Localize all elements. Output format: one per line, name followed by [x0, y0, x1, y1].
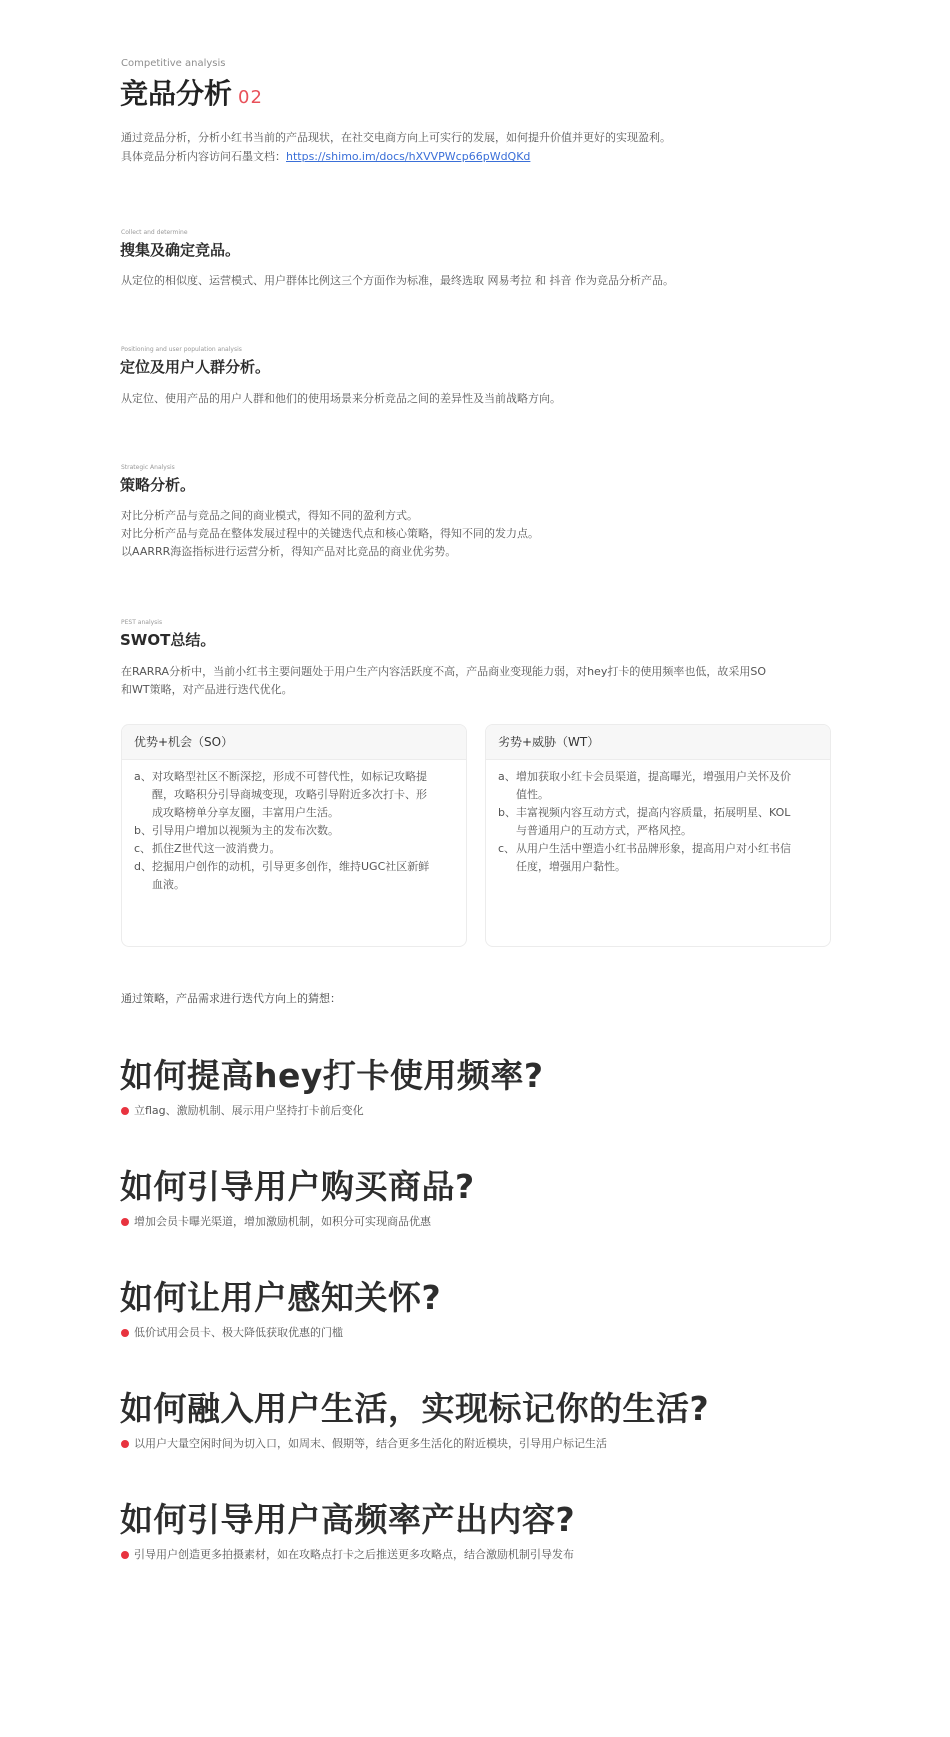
question-point-text: 立flag、激励机制、展示用户坚持打卡前后变化	[134, 1104, 364, 1117]
list-line: 丰富视频内容互动方式，提高内容质量，拓展明星、KOL	[516, 806, 791, 819]
strategy-eyebrow: Strategic Analysis	[121, 464, 175, 471]
list-line: 增加获取小红卡会员渠道，提高曝光，增强用户关怀及价	[516, 770, 791, 783]
list-item	[134, 768, 454, 822]
section-number: 02	[238, 87, 263, 108]
conclusion-lead: 通过策略，产品需求进行迭代方向上的猜想：	[121, 992, 341, 1005]
question-point	[121, 1325, 343, 1341]
bullet-dot-icon	[121, 1440, 129, 1448]
strategy-title: 策略分析。	[120, 476, 196, 494]
collect-text: 从定位的相似度、运营模式、用户群体比例这三个方面作为标准，最终选取 网易考拉 和 抖音 作为竞品分析产品。	[121, 274, 674, 287]
question-title: 如何提高hey打卡使用频率?	[120, 1056, 544, 1095]
list-line: 从用户生活中塑造小红书品牌形象，提高用户对小红书信	[516, 842, 791, 855]
question-point-text: 低价试用会员卡、极大降低获取优惠的门槛	[134, 1326, 343, 1339]
list-item	[134, 822, 454, 840]
swot-line: 在RARRA分析中，当前小红书主要问题处于用户生产内容活跃度不高，产品商业变现能力弱，对hey打卡的使用频率也低，故采用SO	[121, 665, 766, 678]
question-point-text: 以用户大量空闲时间为切入口，如周末、假期等，结合更多生活化的附近模块，引导用户标记生活	[134, 1437, 607, 1450]
list-marker: d、	[134, 860, 152, 873]
wt-card-title: 劣势+威胁（WT）	[486, 725, 830, 760]
page-title-text: 竞品分析	[120, 77, 233, 110]
collect-eyebrow: Collect and determine	[121, 229, 188, 236]
list-item	[498, 768, 818, 804]
page-title	[120, 72, 263, 112]
positioning-eyebrow: Positioning and user population analysis	[121, 346, 242, 353]
question-point	[121, 1214, 431, 1230]
question-point-text: 增加会员卡曝光渠道，增加激励机制，如积分可实现商品优惠	[134, 1215, 431, 1228]
swot-eyebrow: PEST analysis	[121, 619, 163, 626]
list-marker: b、	[498, 806, 516, 819]
list-line: 醒，攻略积分引导商城变现，攻略引导附近多次打卡、形	[152, 788, 427, 801]
question-title: 如何融入用户生活，实现标记你的生活?	[120, 1389, 710, 1428]
strategy-line: 以AARRR海盗指标进行运营分析，得知产品对比竞品的商业优劣势。	[121, 545, 457, 558]
question-title: 如何引导用户购买商品?	[120, 1167, 475, 1206]
list-marker: a、	[134, 770, 152, 783]
list-line: 抓住Z世代这一波消费力。	[152, 842, 281, 855]
wt-list	[486, 760, 830, 876]
so-card-title: 优势+机会（SO）	[122, 725, 466, 760]
list-marker: c、	[498, 842, 516, 855]
swot-text	[121, 663, 766, 699]
bullet-dot-icon	[121, 1218, 129, 1226]
section-eyebrow: Competitive analysis	[121, 58, 226, 69]
list-line: 成攻略榜单分享友圈，丰富用户生活。	[152, 806, 339, 819]
list-line: 血液。	[152, 878, 185, 891]
question-title: 如何引导用户高频率产出内容?	[120, 1500, 576, 1539]
bullet-dot-icon	[121, 1551, 129, 1559]
shimo-doc-link[interactable]: https://shimo.im/docs/hXVVPWcp66pWdQKd	[286, 150, 531, 163]
list-marker: a、	[498, 770, 516, 783]
question-point	[121, 1547, 574, 1563]
positioning-text: 从定位、使用产品的用户人群和他们的使用场景来分析竞品之间的差异性及当前战略方向。	[121, 392, 561, 405]
strategy-line: 对比分析产品与竞品之间的商业模式，得知不同的盈利方式。	[121, 509, 418, 522]
strategy-line: 对比分析产品与竞品在整体发展过程中的关键迭代点和核心策略，得知不同的发力点。	[121, 527, 539, 540]
collect-title: 搜集及确定竞品。	[120, 241, 241, 259]
list-line: 对攻略型社区不断深挖，形成不可替代性，如标记攻略提	[152, 770, 427, 783]
swot-line: 和WT策略，对产品进行迭代优化。	[121, 683, 293, 696]
swot-title: SWOT总结。	[120, 631, 216, 649]
list-item	[498, 840, 818, 876]
bullet-dot-icon	[121, 1107, 129, 1115]
list-line: 引导用户增加以视频为主的发布次数。	[152, 824, 339, 837]
list-marker: b、	[134, 824, 152, 837]
list-line: 与普通用户的互动方式，严格风控。	[516, 824, 692, 837]
strategy-text	[121, 507, 539, 561]
list-marker: c、	[134, 842, 152, 855]
wt-card	[485, 724, 831, 947]
intro-text: 通过竞品分析，分析小红书当前的产品现状，在社交电商方向上可实行的发展，如何提升价值并更好的实现盈利。	[121, 131, 671, 144]
doc-line	[121, 148, 530, 166]
so-card	[121, 724, 467, 947]
question-point-text: 引导用户创造更多拍摄素材，如在攻略点打卡之后推送更多攻略点，结合激励机制引导发布	[134, 1548, 574, 1561]
doc-prefix: 具体竞品分析内容访问石墨文档：	[121, 150, 286, 163]
list-line: 值性。	[516, 788, 549, 801]
bullet-dot-icon	[121, 1329, 129, 1337]
question-point	[121, 1436, 607, 1452]
so-list	[122, 760, 466, 894]
list-line: 任度，增强用户黏性。	[516, 860, 626, 873]
list-item	[498, 804, 818, 840]
list-line: 挖掘用户创作的动机，引导更多创作，维持UGC社区新鲜	[152, 860, 430, 873]
list-item	[134, 840, 454, 858]
question-title: 如何让用户感知关怀?	[120, 1278, 442, 1317]
question-point	[121, 1103, 364, 1119]
list-item	[134, 858, 454, 894]
positioning-title: 定位及用户人群分析。	[120, 358, 271, 376]
